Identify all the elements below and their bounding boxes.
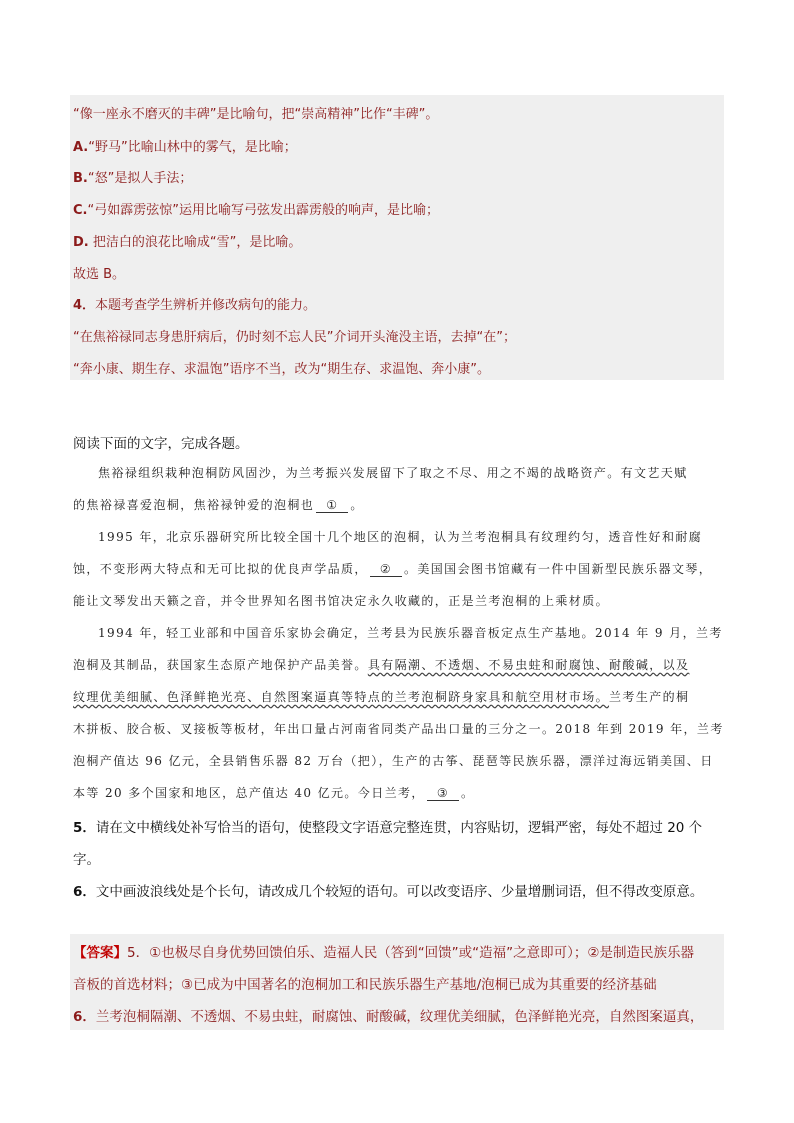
answer-line-1 xyxy=(73,941,694,961)
analysis-text: 把洁白的浪花比喻成“雪”，是比喻。 xyxy=(88,235,302,250)
passage-text: 兰考生产的桐 xyxy=(609,690,690,704)
answer-tag: 【答案】 xyxy=(73,945,127,961)
question-6 xyxy=(73,880,703,900)
passage-p3-line-4 xyxy=(73,720,724,737)
passage-text: 1994 年，轻工业部和中国音乐家协会确定，兰考县为民族乐器音板定点生产基地。2014 年 9 月，兰考 xyxy=(98,626,723,640)
passage-text: 蚀，不变形两大特点和无可比拟的优良声学品质， xyxy=(73,562,368,576)
analysis-q4-line-1 xyxy=(73,326,516,345)
passage-p1-line-2 xyxy=(73,496,364,513)
analysis-text: “弓如霹雳弦惊”运用比喻写弓弦发出霹雳般的响声，是比喻； xyxy=(87,203,439,218)
fill-blank-2: ② xyxy=(370,562,402,577)
option-label: C. xyxy=(73,203,88,218)
passage-text: 。美国国会图书馆藏有一件中国新型民族乐器文琴， xyxy=(403,562,713,576)
passage-text: 能让文琴发出天籁之音，并令世界知名图书馆决定永久收藏的，正是兰考泡桐的上乘材质。 xyxy=(73,594,610,608)
passage-p2-line-2 xyxy=(73,560,712,577)
fill-blank-3: ③ xyxy=(427,786,459,801)
passage-text: 的焦裕禄喜爱泡桐，焦裕禄钟爱的泡桐也 xyxy=(73,498,315,512)
question-number: 5． xyxy=(73,820,96,836)
passage-p3-line-3 xyxy=(73,688,689,705)
analysis-conclusion xyxy=(73,263,125,282)
wavy-underlined-text: 纹理优美细腻、色泽鲜艳光亮、自然图案逼真等特点的兰考泡桐跻身家具和航空用材市场。 xyxy=(73,690,610,704)
option-label: B. xyxy=(73,171,88,186)
passage-text: 本等 20 多个国家和地区，总产值达 40 亿元。今日兰考， xyxy=(73,786,425,800)
analysis-text: “奔小康、期生存、求温饱”语序不当，改为“期生存、求温饱、奔小康”。 xyxy=(73,362,490,377)
analysis-text: “像一座永不磨灭的丰碑”是比喻句，把“崇高精神”比作“丰碑”。 xyxy=(73,107,439,122)
passage-text: 泡桐及其制品，获国家生态原产地保护产品美誉。 xyxy=(73,658,368,672)
answer-text: 5．①也极尽自身优势回馈伯乐、造福人民（答到“回馈”或“造福”之意即可）；②是制造民族乐器 xyxy=(127,945,695,961)
answer-text: 音板的首选材料；③已成为中国著名的泡桐加工和民族乐器生产基地/泡桐已成为其重要的经济基础 xyxy=(73,977,657,993)
passage-p3-line-6 xyxy=(73,784,474,801)
wavy-underlined-text: 具有隔潮、不透烟、不易虫蛀和耐腐蚀、耐酸碱，以及 xyxy=(367,658,690,672)
answer-text: 兰考泡桐隔潮、不透烟、不易虫蛀，耐腐蚀、耐酸碱，纹理优美细腻，色泽鲜艳光亮，自然图案逼真， xyxy=(95,1009,704,1025)
question-5-line-2 xyxy=(73,848,100,868)
analysis-text: “怒”是拟人手法； xyxy=(87,171,193,186)
question-number: 6． xyxy=(73,884,96,900)
passage-p2-line-3 xyxy=(73,592,609,609)
question-text: 请在文中横线处补写恰当的语句，使整段文字语意完整连贯，内容贴切，逻辑严密，每处不超过 20 个 xyxy=(95,820,703,836)
analysis-q4-heading xyxy=(73,294,316,313)
passage-text: 木拼板、胶合板、叉接板等板材，年出口量占河南省同类产品出口量的三分之一。2018 年到 2019 年，兰考 xyxy=(73,722,724,736)
analysis-line-1 xyxy=(73,103,438,122)
fill-blank-1: ① xyxy=(316,498,348,513)
answer-line-2 xyxy=(73,973,657,993)
analysis-option-d xyxy=(73,231,301,250)
passage-p2-line-1 xyxy=(98,528,702,545)
passage-p3-line-2 xyxy=(73,656,689,673)
answer-line-3 xyxy=(73,1005,703,1025)
passage-text: 泡桐产值达 96 亿元，全县销售乐器 82 万台（把），生产的古筝、琵琶等民族乐器，漂洋过海远销美国、日 xyxy=(73,754,714,768)
question-number: 4． xyxy=(73,298,96,313)
question-text: 字。 xyxy=(73,852,100,868)
passage-intro xyxy=(73,432,249,452)
passage-text: 。 xyxy=(350,498,364,512)
analysis-option-c xyxy=(73,199,439,218)
passage-text: 1995 年，北京乐器研究所比较全国十几个地区的泡桐，认为兰考泡桐具有纹理约匀，透音性好和耐腐 xyxy=(98,530,703,544)
analysis-option-a xyxy=(73,136,297,155)
passage-p1-line-1 xyxy=(98,464,688,481)
analysis-text: 故选 B。 xyxy=(73,267,126,282)
passage-p3-line-1 xyxy=(98,624,723,641)
option-label: A. xyxy=(73,140,89,155)
analysis-option-b xyxy=(73,167,192,186)
passage-p3-line-5 xyxy=(73,752,714,769)
analysis-text: 本题考查学生辨析并修改病句的能力。 xyxy=(95,298,317,313)
question-number: 6． xyxy=(73,1009,96,1025)
passage-text: 焦裕禄组织栽种泡桐防风固沙，为兰考振兴发展留下了取之不尽、用之不竭的战略资产。有文艺天赋 xyxy=(98,466,688,480)
option-label: D. xyxy=(73,235,89,250)
analysis-q4-line-2 xyxy=(73,358,490,377)
question-text: 文中画波浪线处是个长句，请改成几个较短的语句。可以改变语序、少量增删词语，但不得改变原意。 xyxy=(95,884,704,900)
analysis-text: “在焦裕禄同志身患肝病后，仍时刻不忘人民”介词开头淹没主语，去掉“在”； xyxy=(73,330,516,345)
analysis-text: “野马”比喻山林中的雾气，是比喻； xyxy=(88,140,297,155)
intro-text: 阅读下面的文字，完成各题。 xyxy=(73,436,249,452)
question-5-line-1 xyxy=(73,816,702,836)
passage-text: 。 xyxy=(460,786,475,800)
